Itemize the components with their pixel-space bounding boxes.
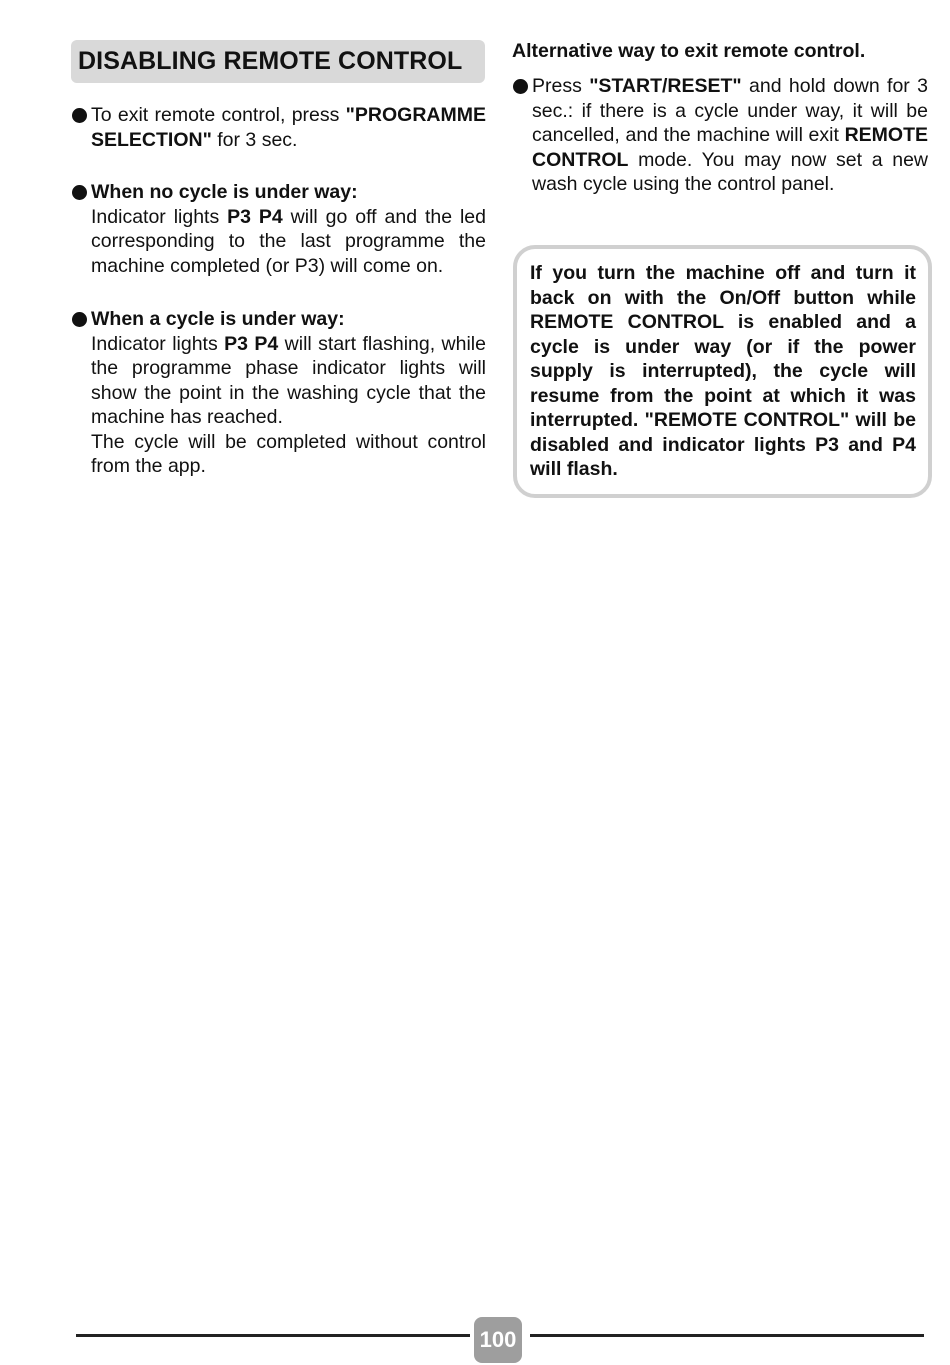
exit-instruction [91,103,486,152]
alternative-exit-heading: Alternative way to exit remote control. [512,40,866,62]
list-item-cycle-under-way [71,307,486,479]
footer-divider-right [530,1334,924,1337]
cycle-text-a: Indicator lights [91,332,225,355]
left-column [71,103,486,479]
list-item-no-cycle [71,180,486,278]
note-box [513,245,932,498]
cycle-text-b: will start flashing, while the programme phase indicator lights will show the point in the washing cycle that the machine has reached. [91,332,486,428]
list-item-exit-remote [71,103,486,152]
start-reset-label: "START/RESET" [589,75,742,97]
no-cycle-heading: When no cycle is under way: [91,181,358,203]
indicator-p3-p4: P3 P4 [227,205,283,228]
cycle-under-way-text [91,332,486,430]
bullet-icon [72,185,87,200]
no-cycle-text-b: will go off and the led corresponding to the last programme the machine completed (or P3) will come on. [91,205,486,277]
start-reset-instruction [532,74,928,197]
start-reset-text-c: mode. You may now set a new wash cycle using the control panel. [532,148,928,195]
cycle-under-way-heading: When a cycle is under way: [91,308,345,330]
footer-divider-left [76,1334,470,1337]
bullet-icon [72,108,87,123]
exit-instruction-text: To exit remote control, press [91,104,346,126]
programme-selection-label: "PROGRAMME SELECTION" [91,104,486,151]
exit-instruction-duration: for 3 sec. [211,128,298,151]
right-column [512,38,928,197]
bullet-icon [72,312,87,327]
list-item-start-reset [512,74,928,197]
indicator-p3-p4: P3 P4 [224,332,279,355]
start-reset-text-b: and hold down for 3 sec.: if there is a cycle under way, it will be cancelled, and the machine will exit [532,75,928,146]
no-cycle-text-a: Indicator lights [91,205,228,228]
no-cycle-text [91,205,486,279]
section-title: DISABLING REMOTE CONTROL [71,40,485,83]
note-text: If you turn the machine off and turn it back on with the On/Off button while REMOTE CONTROL is enabled and a cycle is under way (or if the power supply is interrupted), the cycle will resume from the point at which it was interrupted. "REMOTE CONTROL" will be disabled and indicator lights P3 and P4 will flash. [530,262,916,480]
bullet-icon [513,79,528,94]
cycle-completion-text: The cycle will be completed without control from the app. [91,430,486,477]
page-number: 100 [474,1317,522,1363]
start-reset-text-a: Press [532,75,590,97]
remote-control-label: REMOTE CONTROL [532,124,928,171]
